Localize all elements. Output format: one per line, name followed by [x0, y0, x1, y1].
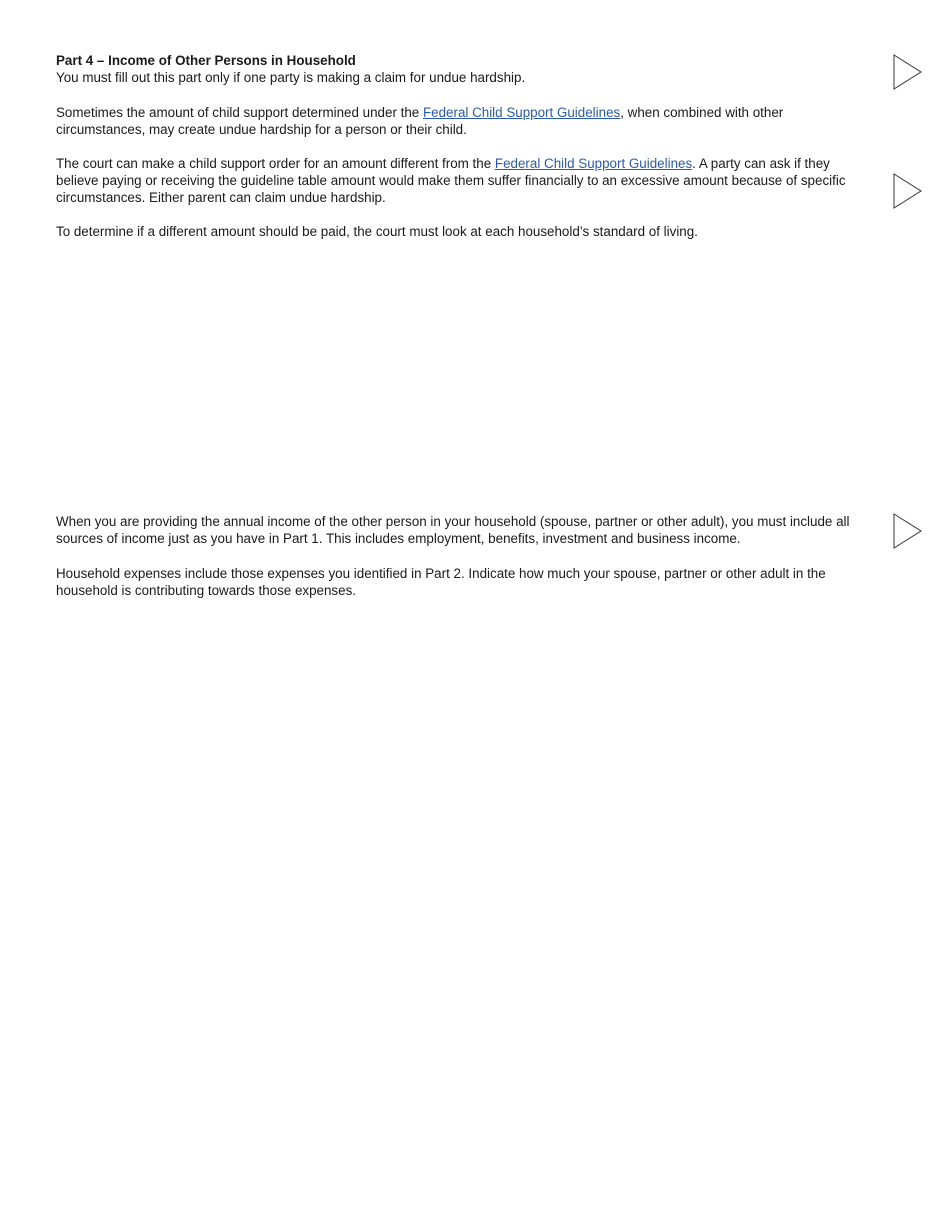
text-segment: Sometimes the amount of child support determined under the	[56, 105, 423, 120]
annual-income-text: When you are providing the annual income of the other person in your household (spouse, partner or other adult), you must include all sources of income just as you have in Part 1. This includes employment, benefits, investment and business income.	[56, 514, 850, 546]
play-arrow-icon[interactable]	[893, 54, 923, 90]
household-expenses-text: Household expenses include those expenses you identified in Part 2. Indicate how much your spouse, partner or other adult in the household is contributing towards those expenses.	[56, 566, 826, 598]
play-arrow-icon[interactable]	[893, 173, 923, 209]
text-segment: , when combined with other circumstances, may create undue hardship for a person or their child.	[56, 105, 784, 137]
text-segment: The court can make a child support order for an amount different from the	[56, 156, 495, 171]
paragraph-undue-hardship	[56, 104, 866, 138]
paragraph-court-order	[56, 155, 866, 206]
guidelines-link[interactable]: Federal Child Support Guidelines	[494, 156, 693, 171]
section-heading: Part 4 – Income of Other Persons in Household	[56, 53, 356, 68]
guidelines-link[interactable]: Federal Child Support Guidelines	[422, 105, 621, 120]
part4-intro-section	[56, 52, 866, 86]
text-segment: . A party can ask if they believe paying or receiving the guideline table amount would make them suffer financially to an excessive amount because of specific circumstances. Either parent can claim undue hardship.	[56, 156, 846, 205]
undue-hardship-text	[56, 104, 866, 138]
intro-text: You must fill out this part only if one party is making a claim for undue hardship.	[56, 70, 526, 85]
play-arrow-icon[interactable]	[893, 513, 923, 549]
court-order-text	[56, 155, 866, 206]
paragraph-household-expenses	[56, 565, 866, 599]
paragraph-standard-of-living	[56, 223, 866, 240]
standard-of-living-text: To determine if a different amount should be paid, the court must look at each household’s standard of living.	[56, 224, 698, 239]
paragraph-annual-income	[56, 513, 866, 547]
